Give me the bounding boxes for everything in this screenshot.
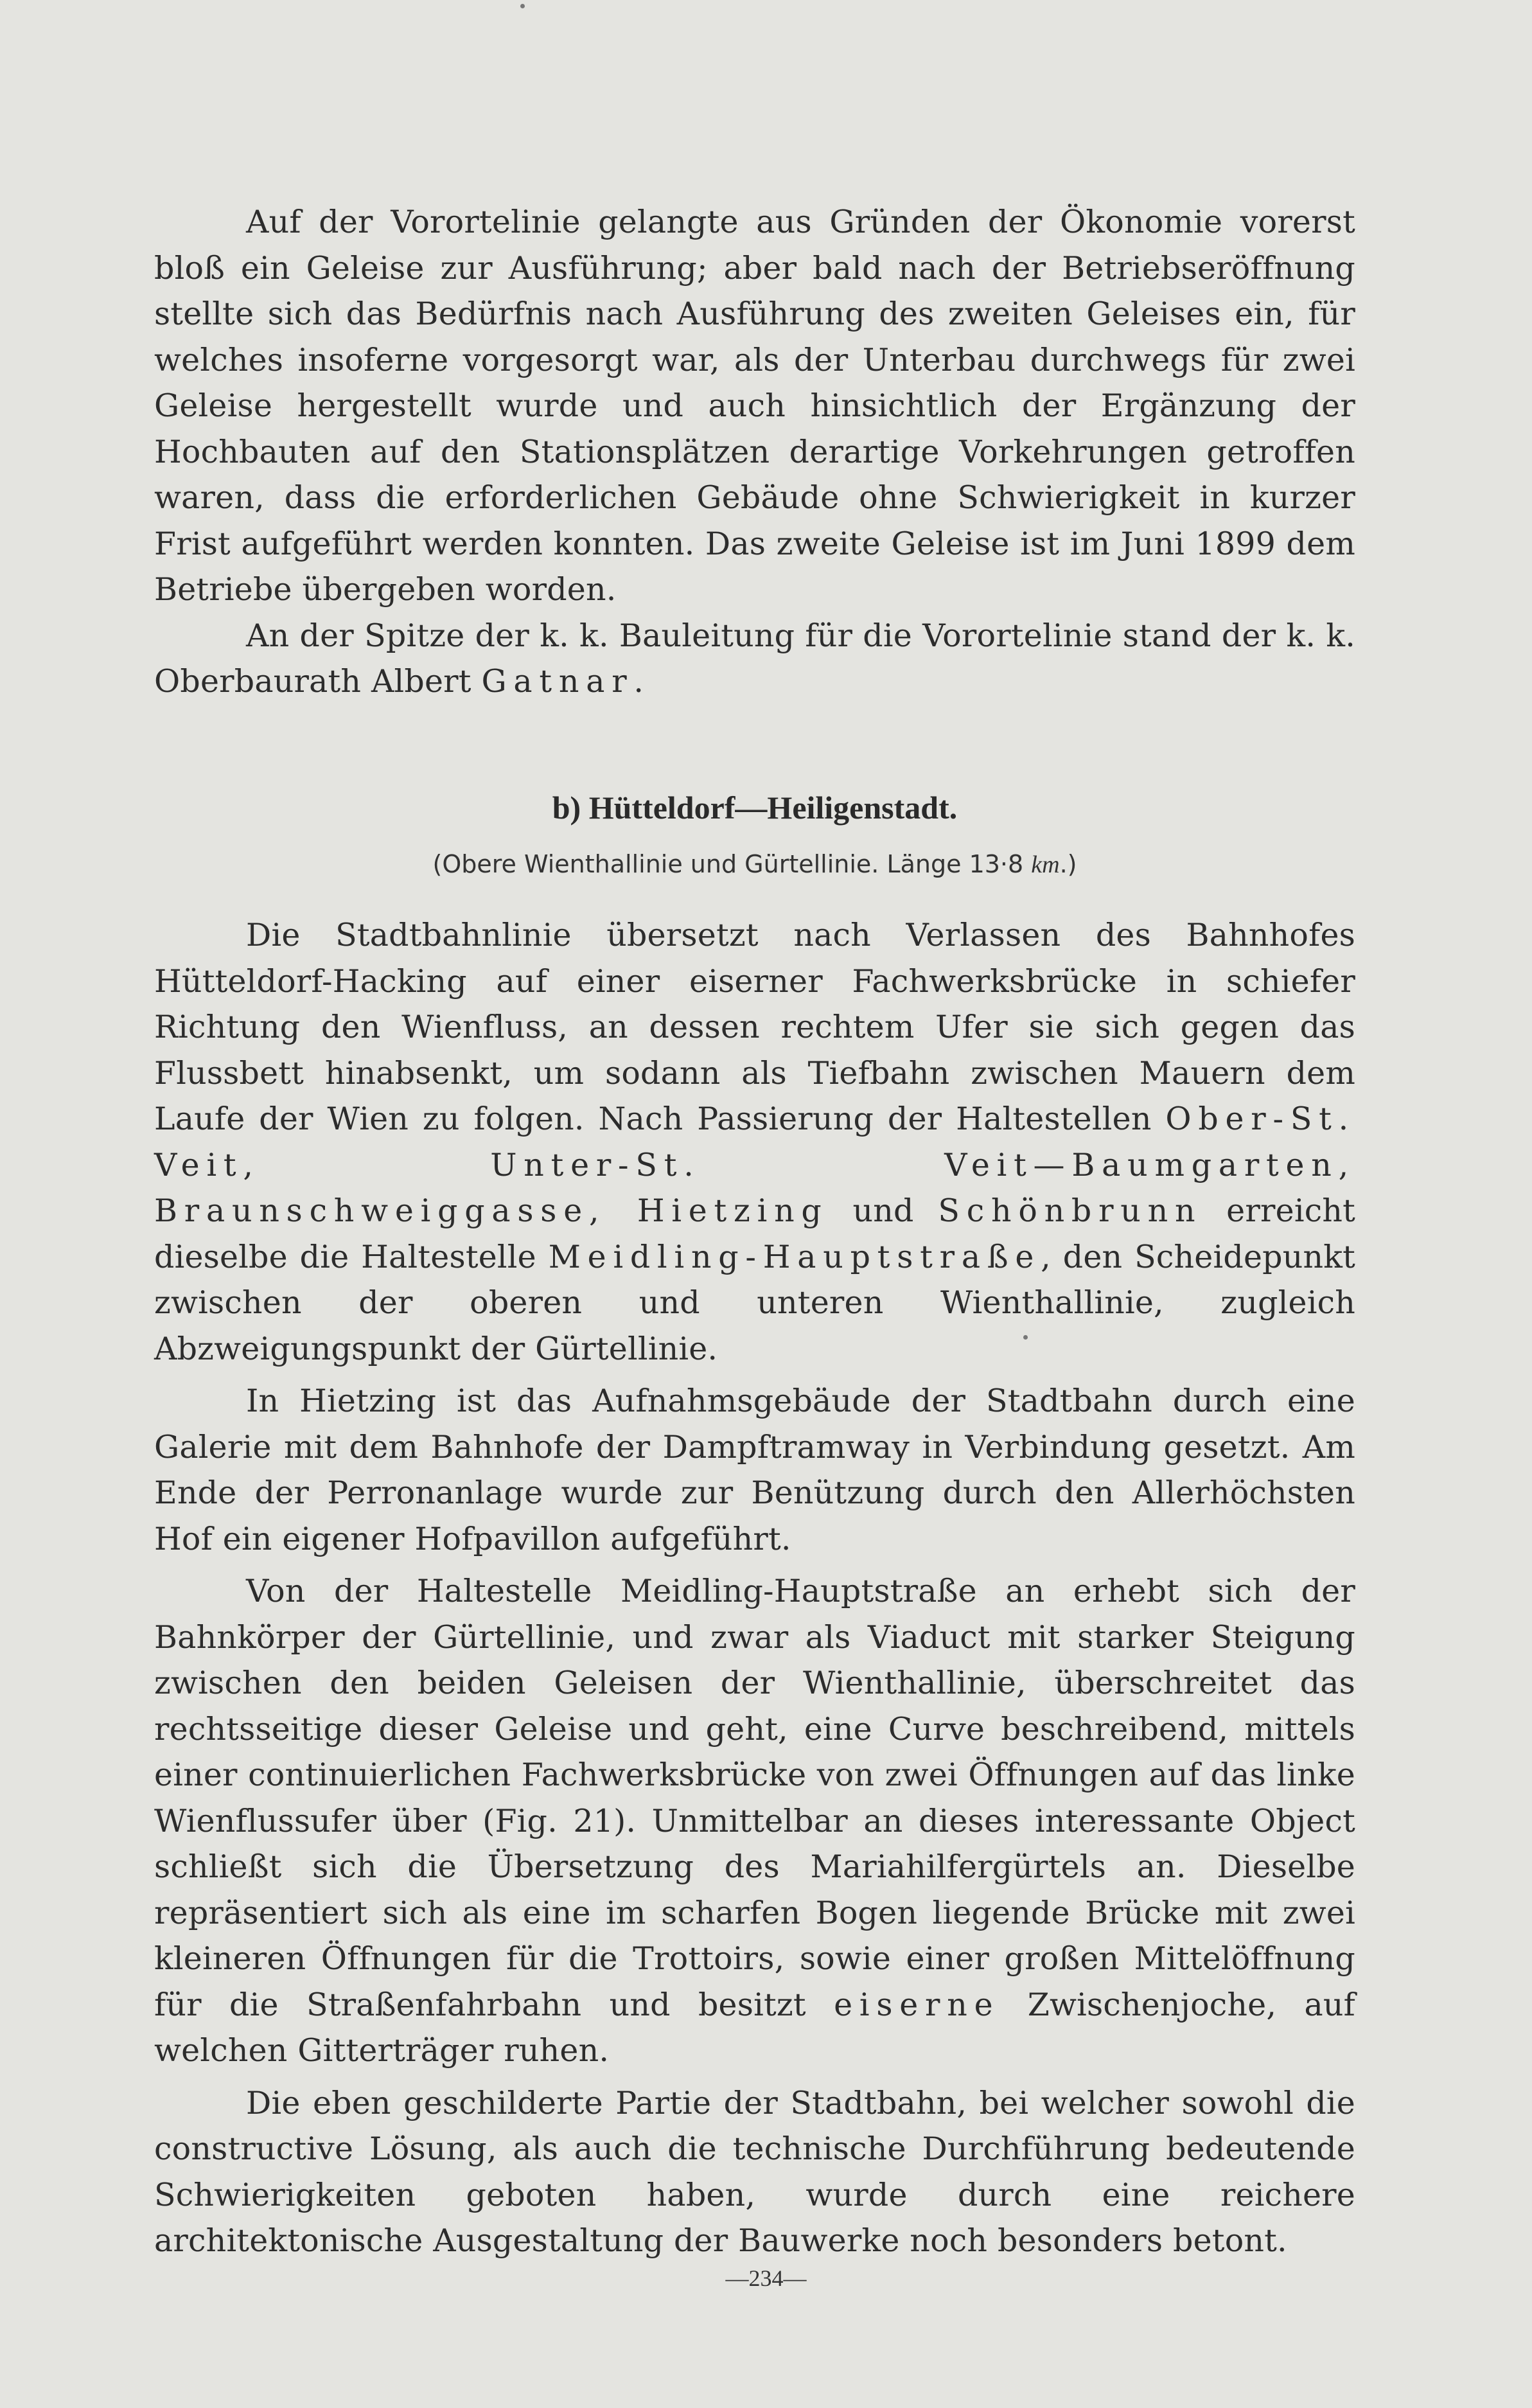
paragraph: Von der Haltestelle Meidling-Hauptstraße an erhebt sich der Bahnkörper der Gürtellinie, und zwar als Viaduct mit starker Steigung zwischen den beiden Geleisen der Wienthallinie, überschreitet das rechtsseitige dieser Geleise und geht, eine Curve beschreibend, mittels einer continuierlichen Fachwerksbrücke von zwei Öffnungen auf das linke Wienflussufer über (Fig. 21). Unmittelbar an dieses interessante Object schließt sich die Übersetzung des Mariahilfergürtels an. Dieselbe repräsentiert sich als eine im scharfen Bogen liegende Brücke mit zwei kleineren Öffnungen für die Trottoirs, sowie einer großen Mittelöffnung für die Straßenfahrbahn und besitzt eiserne Zwischenjoche, auf welchen Gitterträger ruhen. xyxy=(154,1573,1355,2069)
paragraph: Auf der Vorortelinie gelangte aus Gründen der Ökonomie vorerst bloß ein Geleise zur Ausführung; aber bald nach der Betriebseröffnung stellte sich das Bedürfnis nach Ausführung des zweiten Geleises ein, für welches insoferne vorgesorgt war, als der Unterbau durchwegs für zwei Geleise hergestellt wurde und auch hinsichtlich der Ergänzung der Hochbauten auf den Stationsplätzen derartige Vorkehrungen getroffen waren, dass die erforderlichen Gebäude ohne Schwierigkeit in kurzer Frist aufgeführt werden konnten. Das zweite Geleise ist im Juni 1899 dem Betriebe übergeben worden. xyxy=(154,204,1355,608)
spaced-station: Unter-St. Veit—Baumgarten, Braunschweiggasse, Hietzing xyxy=(154,1146,1355,1229)
section-a-text xyxy=(154,199,1355,705)
ink-speck xyxy=(1023,1335,1028,1340)
section-subheading: (Obere Wienthallinie und Gürtellinie. Länge 13·8 km.) xyxy=(432,850,1077,878)
spaced-station: Meidling-Hauptstraße xyxy=(548,1238,1041,1275)
paragraph: Die eben geschilderte Partie der Stadtbahn, bei welcher sowohl die constructive Lösung, als auch die technische Durchführung bedeutende Schwierigkeiten geboten haben, wurde durch eine reichere architektonische Ausgestaltung der Bauwerke noch besonders betont. xyxy=(154,2084,1355,2259)
paragraph: Die Stadtbahnlinie übersetzt nach Verlassen des Bahnhofes Hütteldorf-Hacking auf einer eiserner Fachwerksbrücke in schiefer Richtung den Wienfluss, an dessen rechtem Ufer sie sich gegen das Flussbett hinabsenkt, um sodann als Tiefbahn zwischen Mauern dem Laufe der Wien zu folgen. Nach Passierung der Haltestellen Ober-St. Veit, Unter-St. Veit—Baumgarten, Braunschweiggasse, Hietzing und Schönbrunn erreicht dieselbe die Haltestelle Meidling-Hauptstraße, den Scheidepunkt zwischen der oberen und unteren Wienthallinie, zugleich Abzweigungspunkt der Gürtellinie. xyxy=(154,917,1356,1367)
spaced-name: Gatnar xyxy=(481,663,634,700)
paragraph: In Hietzing ist das Aufnahmsgebäude der Stadtbahn durch eine Galerie mit dem Bahnhofe der Dampftramway in Verbindung gesetzt. Am Ende der Perronanlage wurde zur Benützung durch den Allerhöchsten Hof ein eigener Hofpavillon aufgeführt. xyxy=(154,1383,1355,1557)
spaced-station: Ober-St. Veit xyxy=(154,1101,1355,1183)
paragraph: An der Spitze der k. k. Bauleitung für die Vorortelinie stand der k. k. Oberbaurath Albert Gatnar. xyxy=(154,617,1355,700)
section-heading: b) Hütteldorf—Heiligenstadt. xyxy=(552,790,958,826)
page-number: —234— xyxy=(725,2265,807,2291)
spaced-station: Schönbrunn xyxy=(938,1192,1202,1229)
ink-speck xyxy=(520,4,525,8)
section-b-text xyxy=(154,912,1355,2264)
spaced-word: eiserne xyxy=(834,1986,1000,2023)
